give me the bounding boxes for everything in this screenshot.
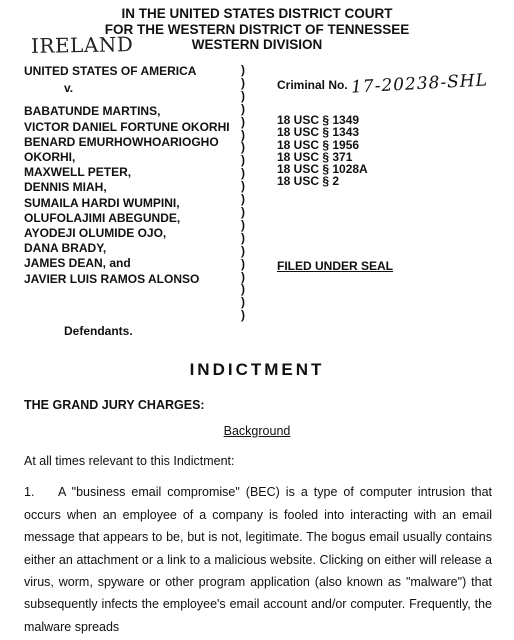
- defendant-name: OLUFOLAJIMI ABEGUNDE,: [24, 210, 181, 225]
- defendants-label: Defendants.: [64, 323, 133, 338]
- case-info: [277, 70, 507, 189]
- division-name: WESTERN DIVISION: [191, 37, 323, 52]
- caption-parentheses: ) ) ) ) ) ) ) ) ) ) ) ) ) ) ) ) ) ) ) ): [241, 63, 245, 323]
- defendant-name: DENNIS MIAH,: [24, 180, 107, 195]
- defendant-name: DANA BRADY,: [24, 241, 107, 256]
- section-heading: Background: [223, 424, 291, 438]
- statute: 18 USC § 2: [277, 174, 340, 189]
- statute: 18 USC § 1349: [277, 113, 360, 127]
- handwritten-stamp: IRELAND: [30, 32, 134, 58]
- statute: 18 USC § 1028A: [277, 162, 368, 177]
- defendant-name: OKORHI,: [24, 150, 76, 165]
- grand-jury-charges: THE GRAND JURY CHARGES:: [24, 398, 205, 412]
- defendant-name: BABATUNDE MARTINS,: [24, 104, 161, 119]
- paragraph-1: [24, 481, 492, 638]
- intro-text: At all times relevant to this Indictment:: [24, 454, 235, 468]
- defendant-name: MAXWELL PETER,: [24, 165, 132, 180]
- statute: 18 USC § 1343: [277, 125, 360, 140]
- paragraph-text: A "business email compromise" (BEC) is a type of computer intrusion that occurs when an employee of a company is fooled into interacting with an email message that appears to be, but is not, legitimate. The bogus email usually contains either an attachment or a link to a malicious website. Clicking on either will release a virus, worm, spyware or other program application (also known as "malware") that subsequently infects the employee's email account and/or computer. Frequently, the malware spreads: [24, 485, 492, 634]
- statute-list: [277, 114, 507, 188]
- statute: 18 USC § 371: [277, 149, 353, 164]
- filed-under-seal: FILED UNDER SEAL: [277, 259, 394, 273]
- defendant-list: [24, 104, 264, 286]
- defendant-name: BENARD EMURHOWHOARIOGHO: [24, 134, 219, 149]
- document-title: INDICTMENT: [189, 360, 325, 379]
- versus: v.: [64, 81, 74, 96]
- case-caption: [24, 64, 264, 339]
- document-body: [24, 450, 492, 638]
- criminal-number-label: Criminal No.: [277, 78, 348, 92]
- criminal-number-line: [277, 70, 507, 98]
- defendant-name: JAVIER LUIS RAMOS ALONSO: [24, 271, 200, 286]
- district-name: FOR THE WESTERN DISTRICT OF TENNESSEE: [104, 21, 410, 37]
- statute: 18 USC § 1956: [277, 137, 360, 152]
- defendant-name: VICTOR DANIEL FORTUNE OKORHI: [24, 119, 230, 134]
- defendant-name: JAMES DEAN, and: [24, 256, 131, 271]
- defendant-name: SUMAILA HARDI WUMPINI,: [24, 195, 180, 210]
- criminal-number-value: 17-20238-SHL: [350, 70, 489, 98]
- defendant-name: AYODEJI OLUMIDE OJO,: [24, 226, 167, 241]
- court-name: IN THE UNITED STATES DISTRICT COURT: [121, 6, 393, 21]
- paragraph-number: 1.: [24, 485, 35, 500]
- plaintiff: UNITED STATES OF AMERICA: [24, 64, 197, 78]
